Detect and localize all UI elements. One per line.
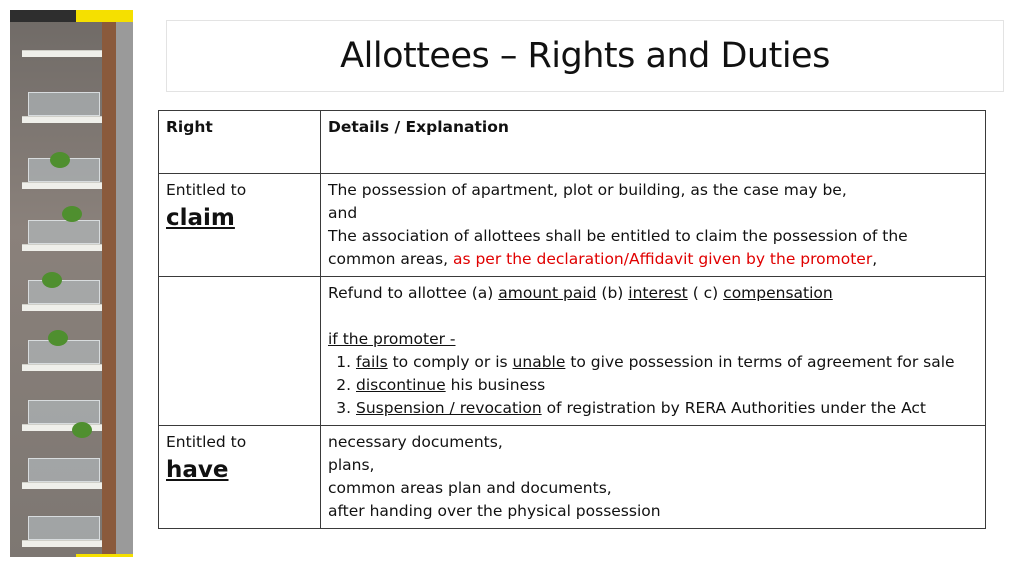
detail-line: and [328, 204, 358, 222]
right-cell-empty [159, 277, 321, 426]
right-prefix: Entitled to [166, 433, 247, 451]
detail-text: unable [512, 353, 566, 371]
balcony-glass [28, 220, 100, 244]
detail-text: , [872, 250, 878, 268]
right-cell-have [159, 426, 321, 529]
balcony-slab [22, 182, 102, 189]
detail-line: necessary documents, [328, 433, 503, 451]
detail-text: fails [356, 353, 388, 371]
detail-text: (b) [601, 284, 624, 302]
balcony-slab [22, 482, 102, 489]
condition-text: if the promoter - [328, 330, 456, 348]
list-item [356, 374, 978, 397]
detail-text: The association of allottees shall be entitled to claim the possession of the common areas, [328, 227, 908, 268]
detail-text: ( c) [692, 284, 719, 302]
detail-line: plans, [328, 456, 375, 474]
balcony-glass [28, 280, 100, 304]
balcony-slab [22, 304, 102, 311]
refund-compensation: compensation [723, 284, 833, 302]
highlight-text: as per the declaration/Affidavit given by the promoter [452, 250, 873, 268]
table-row [159, 174, 986, 277]
decor-dark-bar [10, 10, 76, 22]
header-details: Details / Explanation [321, 111, 986, 174]
right-keyword-claim: claim [166, 205, 235, 231]
detail-text: his business [450, 376, 546, 394]
detail-text: of registration by RERA Authorities under the Act [546, 399, 927, 417]
right-keyword-have: have [166, 457, 229, 483]
decor-yellow-bar-bottom [76, 554, 133, 557]
rights-table [158, 110, 986, 529]
detail-line [328, 225, 978, 271]
detail-text: to give possession in terms of agreement for sale [570, 353, 955, 371]
list-item [356, 351, 978, 374]
building-facade [116, 22, 133, 557]
building-column [102, 22, 116, 557]
refund-line [328, 282, 978, 305]
details-cell-refund [321, 277, 986, 426]
detail-line: after handing over the physical possession [328, 502, 661, 520]
balcony-glass [28, 516, 100, 540]
table-row [159, 426, 986, 529]
refund-interest: interest [628, 284, 688, 302]
plant [62, 206, 82, 222]
plant [50, 152, 70, 168]
title-box [166, 20, 1004, 92]
detail-text: to comply or is [392, 353, 508, 371]
plant [42, 272, 62, 288]
refund-amount-paid: amount paid [498, 284, 597, 302]
spacer [328, 305, 978, 328]
plant [48, 330, 68, 346]
balcony-slab [22, 364, 102, 371]
right-cell-claim [159, 174, 321, 277]
header-right: Right [159, 111, 321, 174]
detail-text: Suspension / revocation [356, 399, 542, 417]
balcony-slab [22, 50, 102, 57]
balcony-glass [28, 458, 100, 482]
table-row [159, 277, 986, 426]
plant [72, 422, 92, 438]
balcony-glass [28, 400, 100, 424]
detail-text: discontinue [356, 376, 446, 394]
building-image [10, 10, 133, 557]
list-item [356, 397, 978, 420]
detail-text: Refund to allottee (a) [328, 284, 494, 302]
balcony-slab [22, 244, 102, 251]
balcony-slab [22, 540, 102, 547]
detail-line: common areas plan and documents, [328, 479, 612, 497]
balcony-slab [22, 116, 102, 123]
details-cell-claim [321, 174, 986, 277]
condition-list [328, 351, 978, 420]
right-prefix: Entitled to [166, 181, 247, 199]
decor-yellow-bar [76, 10, 133, 22]
slide-title: Allottees – Rights and Duties [340, 36, 830, 76]
table-header-row [159, 111, 986, 174]
details-cell-have [321, 426, 986, 529]
balcony-glass [28, 92, 100, 116]
detail-line: The possession of apartment, plot or building, as the case may be, [328, 181, 847, 199]
